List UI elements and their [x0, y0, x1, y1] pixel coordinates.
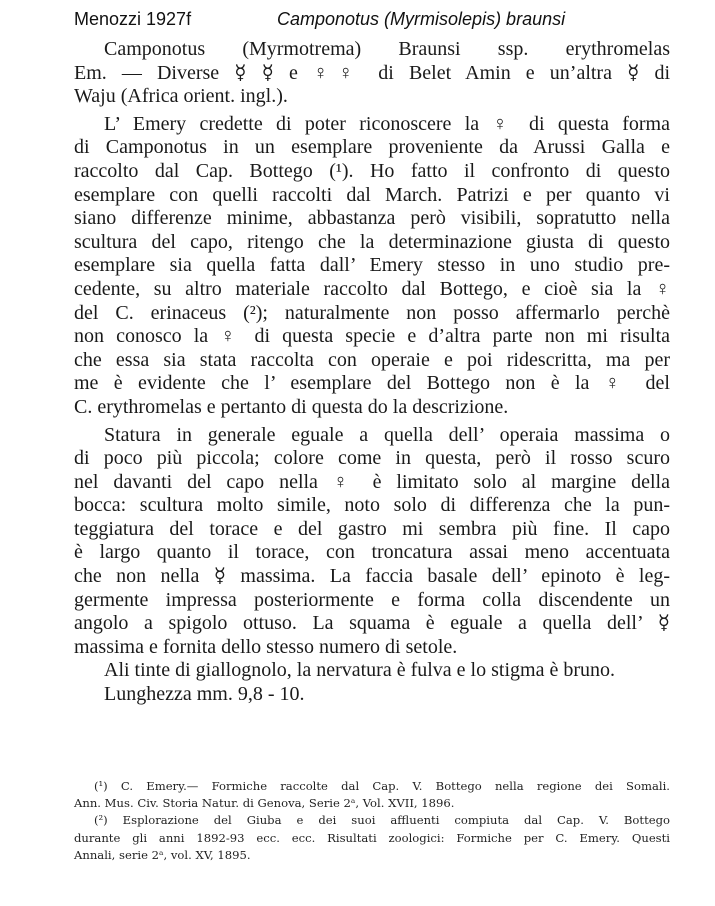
text-line: me è evidente che l’ esemplare del Bottego non è la ♀ del: [74, 372, 670, 395]
header-taxon: Camponotus (Myrmisolepis) braunsi: [277, 9, 566, 29]
text-line: massima e fornita dello stesso numero di setole.: [74, 635, 458, 658]
text-line: nel davanti del capo nella ♀ è limitato solo al margine della: [74, 470, 670, 493]
text-line: del C. erinaceus (²); naturalmente non posso affermarlo perchè: [74, 301, 670, 324]
text-line: non conosco la ♀ di questa specie e d’altra parte non mi risulta: [74, 325, 670, 348]
text-line: Lunghezza mm. 9,8 - 10.: [104, 683, 305, 706]
text-line: Camponotus (Myrmotrema) Braunsi ssp. erythromelas: [104, 38, 670, 60]
text-line: esemplare con quelli raccolti dal March. Patrizi e per quanto vi: [74, 183, 670, 206]
text-line: esemplare sia quella fatta dall’ Emery stesso in uno studio pre-: [74, 254, 670, 277]
text-line: C. erythromelas e pertanto di questa do la descrizione.: [74, 395, 509, 418]
text-line: teggiatura del torace e del gastro mi sembra più fine. Il capo: [74, 517, 670, 540]
text-line: angolo a spigolo ottuso. La squama è eguale a quella dell’ ☿: [74, 612, 670, 635]
text-line: L’ Emery credette di poter riconoscere la ♀ di questa forma: [104, 112, 670, 135]
main-text: [74, 38, 670, 707]
text-line: è largo quanto il torace, con troncatura assai meno accentuata: [74, 541, 670, 564]
footnote-line: Annali, serie 2ᵃ, vol. XV, 1895.: [74, 847, 251, 862]
footnotes: [74, 778, 670, 864]
header-author: Menozzi 1927f: [74, 9, 192, 29]
text-line: bocca: scultura molto simile, noto solo di differenza che la pun-: [74, 494, 670, 517]
text-line: germente impressa posteriormente e forma colla discendente un: [74, 588, 670, 611]
text-line: cedente, su altro materiale raccolto dal Bottego, e cioè sia la ♀: [74, 277, 670, 300]
text-line: di Camponotus in un esemplare proveniente da Arussi Galla e: [74, 136, 670, 159]
text-line: Statura in generale eguale a quella dell’ operaia massima o: [104, 423, 670, 446]
text-line: Em. — Diverse ☿ ☿ e ♀♀ di Belet Amin e un’altra ☿ di: [74, 61, 670, 84]
text-line: raccolto dal Cap. Bottego (¹). Ho fatto il confronto di questo: [74, 159, 670, 182]
text-line: Waju (Africa orient. ingl.).: [74, 85, 288, 108]
text-line: di poco più piccola; colore come in questa, però il rosso scuro: [74, 447, 670, 470]
text-line: scultura del capo, ritengo che la determinazione giusta di questo: [74, 230, 670, 253]
text-line: che essa sia stata raccolta con operaie e poi ridescritta, ma per: [74, 348, 670, 371]
footnote-line: (¹) C. Emery.— Formiche raccolte dal Cap. V. Bottego nella regione dei Somali.: [94, 779, 670, 793]
text-line: che non nella ☿ massima. La faccia basale dell’ epinoto è leg-: [74, 565, 670, 588]
footnote-line: durante gli anni 1892-93 ecc. ecc. Risultati zoologici: Formiche per C. Emery. Questi: [74, 830, 670, 845]
text-line: Ali tinte di giallognolo, la nervatura è fulva e lo stigma è bruno.: [104, 659, 615, 682]
footnote-line: Ann. Mus. Civ. Storia Natur. di Genova, Serie 2ᵃ, Vol. XVII, 1896.: [74, 796, 455, 811]
text-line: siano differenze minime, abbastanza però visibili, sopratutto nella: [74, 207, 670, 230]
footnote-line: (²) Esplorazione del Giuba e dei suoi affluenti compiuta dal Cap. V. Bottego: [94, 813, 670, 828]
